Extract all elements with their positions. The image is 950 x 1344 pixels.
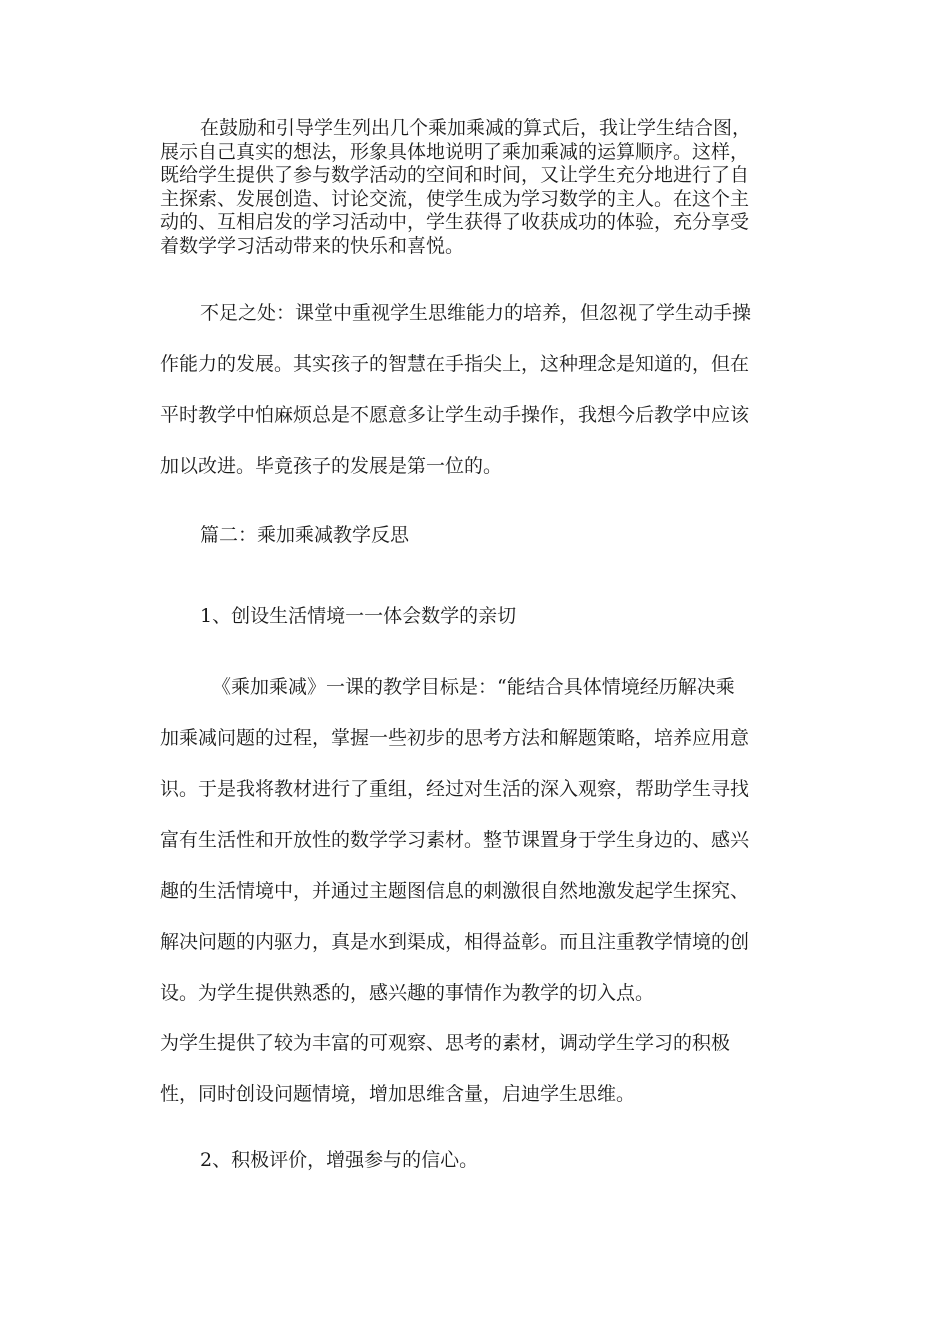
paragraph-line: 主探索、发展创造、讨论交流，使学生成为学习数学的主人。在这个主 <box>160 187 750 210</box>
paragraph-line: 着数学学习活动带来的快乐和喜悦。 <box>160 234 465 257</box>
subheading-2 <box>200 1148 478 1172</box>
paragraph-line: 动的、互相启发的学习活动中，学生获得了收获成功的体验，充分享受 <box>160 211 750 233</box>
paragraph-3 <box>160 662 749 1019</box>
paragraph-line: 在鼓励和引导学生列出几个乘加乘减的算式后，我让学生结合图， <box>200 117 752 139</box>
paragraph-line: 富有生活性和开放性的数学学习素材。整节课置身于学生身边的、感兴 <box>160 829 750 851</box>
paragraph-2 <box>160 288 751 492</box>
paragraph-line: 不足之处：课堂中重视学生思维能力的培养，但忽视了学生动手操 <box>200 302 752 324</box>
paragraph-line: 为学生提供了较为丰富的可观察、思考的素材，调动学生学习的积极 <box>160 1032 731 1054</box>
paragraph-line: 设。为学生提供熟悉的，感兴趣的事情作为教学的切入点。 <box>160 982 655 1004</box>
subheading-1 <box>200 604 516 628</box>
paragraph-1 <box>160 117 751 258</box>
paragraph-line: 既给学生提供了参与数学活动的空间和时间，又让学生充分地进行了自 <box>160 164 750 186</box>
subheading-text: 1、创设生活情境一一体会数学的亲切 <box>200 605 517 627</box>
paragraph-line: 《乘加乘减》一课的教学目标是：“能结合具体情境经历解决乘 <box>212 676 735 698</box>
paragraph-line: 平时教学中怕麻烦总是不愿意多让学生动手操作，我想今后教学中应该 <box>160 404 750 426</box>
paragraph-line: 趣的生活情境中，并通过主题图信息的刺激很自然地激发起学生探究、 <box>160 880 750 902</box>
paragraph-line: 加乘减问题的过程，掌握一些初步的思考方法和解题策略，培养应用意 <box>160 727 750 749</box>
section-heading <box>200 523 409 547</box>
paragraph-line: 加以改进。毕竟孩子的发展是第一位的。 <box>160 455 503 477</box>
paragraph-line: 作能力的发展。其实孩子的智慧在手指尖上，这种理念是知道的，但在 <box>160 353 750 375</box>
paragraph-line: 识。于是我将教材进行了重组，经过对生活的深入观察，帮助学生寻找 <box>160 778 750 800</box>
paragraph-line: 解决问题的内驱力，真是水到渠成，相得益彰。而且注重教学情境的创 <box>160 931 750 953</box>
section-heading-text: 篇二：乘加乘减教学反思 <box>200 524 410 546</box>
paragraph-line: 展示自己真实的想法，形象具体地说明了乘加乘减的运算顺序。这样， <box>160 140 750 163</box>
paragraph-4 <box>160 1018 730 1120</box>
subheading-text: 2、积极评价，增强参与的信心。 <box>200 1149 479 1171</box>
paragraph-line: 性，同时创设问题情境，增加思维含量，启迪学生思维。 <box>160 1083 636 1105</box>
